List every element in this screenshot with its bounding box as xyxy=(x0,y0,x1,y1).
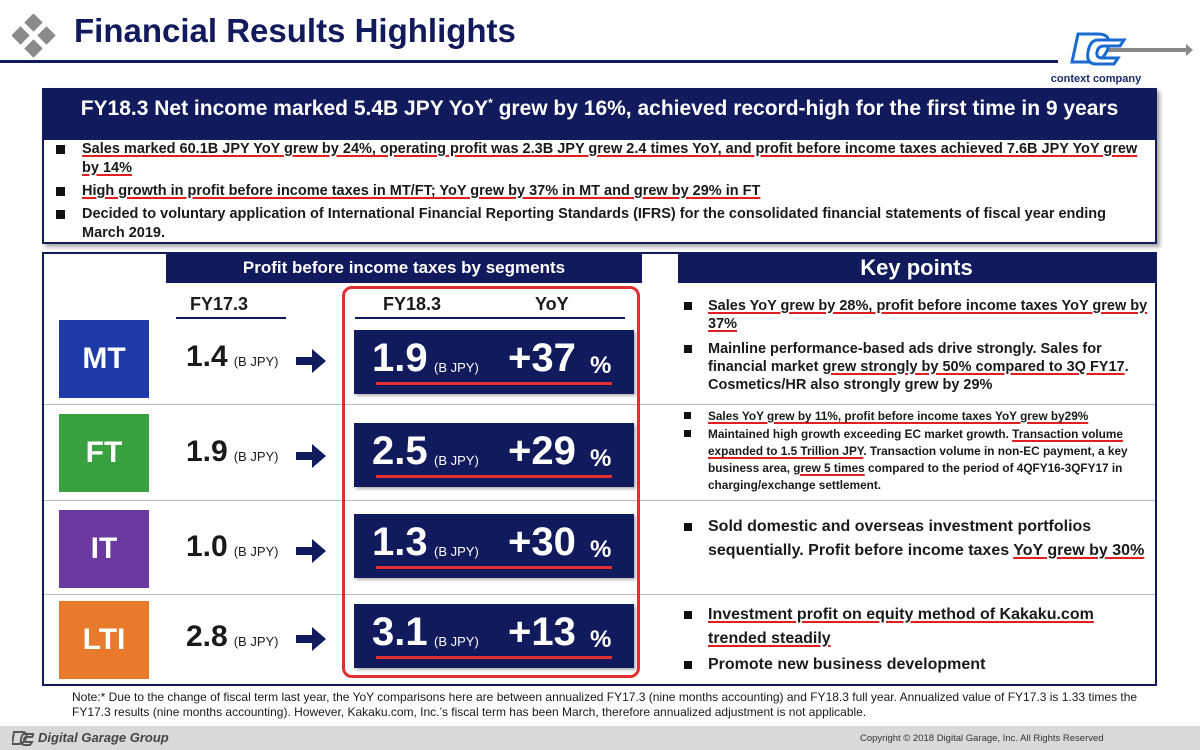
summary-bullet: High growth in profit before income taxes in MT/FT; YoY grew by 37% in MT and grew by 29% in FT xyxy=(50,182,1150,201)
fy18-highlight-frame xyxy=(342,286,640,678)
fy17-value: 2.8 (B JPY) xyxy=(186,620,279,653)
fy18-value-box: 2.5 (B JPY) +29 % xyxy=(354,423,634,487)
key-points-mt xyxy=(678,297,1153,401)
segment-label-ft: FT xyxy=(59,414,149,492)
header-rule xyxy=(0,60,1058,63)
key-points-it xyxy=(678,515,1153,563)
arrow-right-icon xyxy=(296,538,326,564)
arrow-right-icon xyxy=(296,348,326,374)
segment-label-lti: LTI xyxy=(59,601,149,679)
fy17-value: 1.0 (B JPY) xyxy=(186,530,279,563)
fy17-value: 1.4 (B JPY) xyxy=(186,340,279,373)
key-point: Investment profit on equity method of Kakaku.com trended steadily xyxy=(678,603,1153,651)
diamond-bullet-icon xyxy=(12,14,56,58)
key-points-ft xyxy=(678,408,1153,495)
column-header-fy17: FY17.3 xyxy=(190,294,249,314)
arrow-right-icon xyxy=(296,626,326,652)
summary-headline: FY18.3 Net income marked 5.4B JPY YoY* grew by 16%, achieved record-high for the first time in 9 years xyxy=(44,90,1155,140)
copyright: Copyright © 2018 Digital Garage, Inc. All Rights Reserved xyxy=(860,733,1104,744)
arrow-right-icon xyxy=(296,443,326,469)
summary-bullet: Decided to voluntary application of International Financial Reporting Standards (IFRS) for the consolidated financial statements of fiscal year ending March 2019. xyxy=(50,205,1150,243)
footnote: Note:* Due to the change of fiscal term last year, the YoY comparisons here are between annualized FY17.3 (nine months accounting) and FY18.3 full year. Annualized value of FY17.3 is 1.33 times the FY17.3 results (nine months accounting). However, Kakaku.com, Inc.’s fiscal term has been March, therefore annualized adjustment is not applicable. xyxy=(72,690,1138,719)
key-point: Sold domestic and overseas investment portfolios sequentially. Profit before income taxes YoY grew by 30% xyxy=(678,515,1153,563)
key-point: Sales YoY grew by 11%, profit before income taxes YoY grew by29% xyxy=(678,408,1153,425)
fy18-value-box: 1.9 (B JPY) +37 % xyxy=(354,330,634,394)
column-header-yoy: YoY xyxy=(535,294,569,314)
logo-caption: context company xyxy=(1050,73,1142,85)
company-logo-icon xyxy=(1068,28,1193,72)
key-point: Maintained high growth exceeding EC market growth. Transaction volume expanded to 1.5 Trillion JPY. Transaction volume in non-EC payment, a key business area, grew 5 times compared to the period of 4QFY16-3QFY17 in charging/exchange settlement. xyxy=(678,426,1153,494)
fy18-value-box: 3.1 (B JPY) +13 % xyxy=(354,604,634,668)
key-points-header: Key points xyxy=(678,253,1155,283)
column-rule xyxy=(176,317,286,319)
key-point: Sales YoY grew by 28%, profit before income taxes YoY grew by 37% xyxy=(678,297,1153,333)
column-header-fy18: FY18.3 xyxy=(383,294,442,314)
segment-label-it: IT xyxy=(59,510,149,588)
segments-header: Profit before income taxes by segments xyxy=(166,253,642,283)
fy17-value: 1.9 (B JPY) xyxy=(186,435,279,468)
fy18-value-box: 1.3 (B JPY) +30 % xyxy=(354,514,634,578)
key-points-lti xyxy=(678,603,1153,679)
brand-logo-icon xyxy=(12,729,34,747)
page-title: Financial Results Highlights xyxy=(74,12,516,49)
footer-brand: Digital Garage Group xyxy=(38,730,169,745)
summary-bullet: Sales marked 60.1B JPY YoY grew by 24%, operating profit was 2.3B JPY grew 2.4 times YoY, and profit before income taxes achieved 7.6B JPY YoY grew by 14% xyxy=(50,140,1150,178)
key-point: Promote new business development xyxy=(678,653,1153,677)
segment-label-mt: MT xyxy=(59,320,149,398)
key-point: Mainline performance-based ads drive strongly. Sales for financial market grew strongly by 50% compared to 3Q FY17. Cosmetics/HR also strongly grew by 29% xyxy=(678,340,1153,394)
summary-bullets xyxy=(50,140,1150,247)
